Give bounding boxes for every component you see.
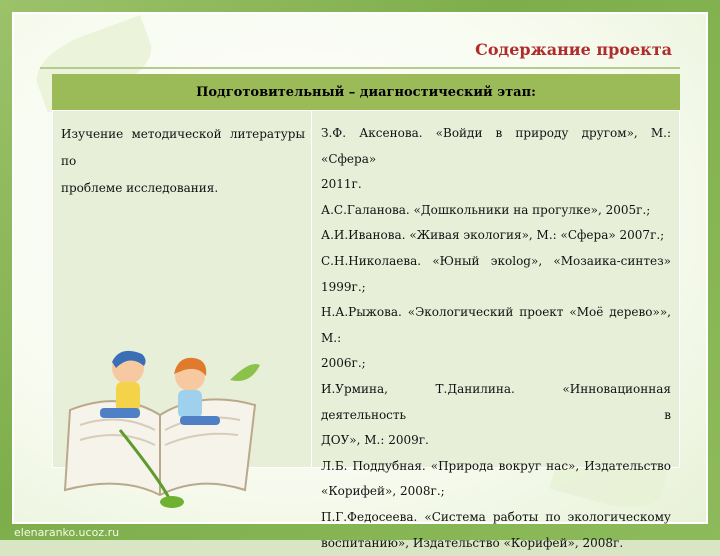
reference-line: ДОУ», М.: 2009г. [321,428,671,454]
reference-item [321,121,671,198]
left-cell-line: проблеме исследования. [61,175,305,202]
reference-item [321,454,671,505]
reference-line: «Корифей», 2008г.; [321,479,671,505]
reference-line: И.Урмина, Т.Данилина. «Инновационная деятельность в [321,377,671,428]
reference-line: Н.А.Рыжова. «Экологический проект «Моё дерево»», М.: [321,300,671,351]
reference-line: 2006г.; [321,351,671,377]
page-title: Содержание проекта [475,40,672,59]
reference-line: 1999г.; [321,275,671,301]
title-divider [40,67,680,69]
table-header: Подготовительный – диагностический этап: [52,74,680,110]
reference-item [321,505,671,556]
reference-line: А.С.Галанова. «Дошкольники на прогулке», 2005г.; [321,198,671,224]
reference-item [321,300,671,377]
reference-line: воспитанию», Издательство «Корифей», 2008г. [321,531,671,556]
reference-line: Л.Б. Поддубная. «Природа вокруг нас», Издательство [321,454,671,480]
reference-item [321,198,671,224]
site-footer: elenaranko.ucoz.ru [14,526,119,539]
reference-line: 2011г. [321,172,671,198]
reference-item [321,223,671,249]
left-cell-line: Изучение методической литературы по [61,121,305,175]
reference-line: З.Ф. Аксенова. «Войди в природу другом», М.: «Сфера» [321,121,671,172]
reference-line: П.Г.Федосеева. «Система работы по экологическому [321,505,671,531]
reference-list [312,111,681,556]
children-reading-illustration [60,340,260,510]
reference-line: А.И.Иванова. «Живая экология», М.: «Сфера» 2007г.; [321,223,671,249]
reference-item [321,249,671,300]
reference-line: С.Н.Николаева. «Юный экolog», «Мозаика-синтез» [321,249,671,275]
table-cell-right [312,111,681,467]
reference-item [321,377,671,454]
